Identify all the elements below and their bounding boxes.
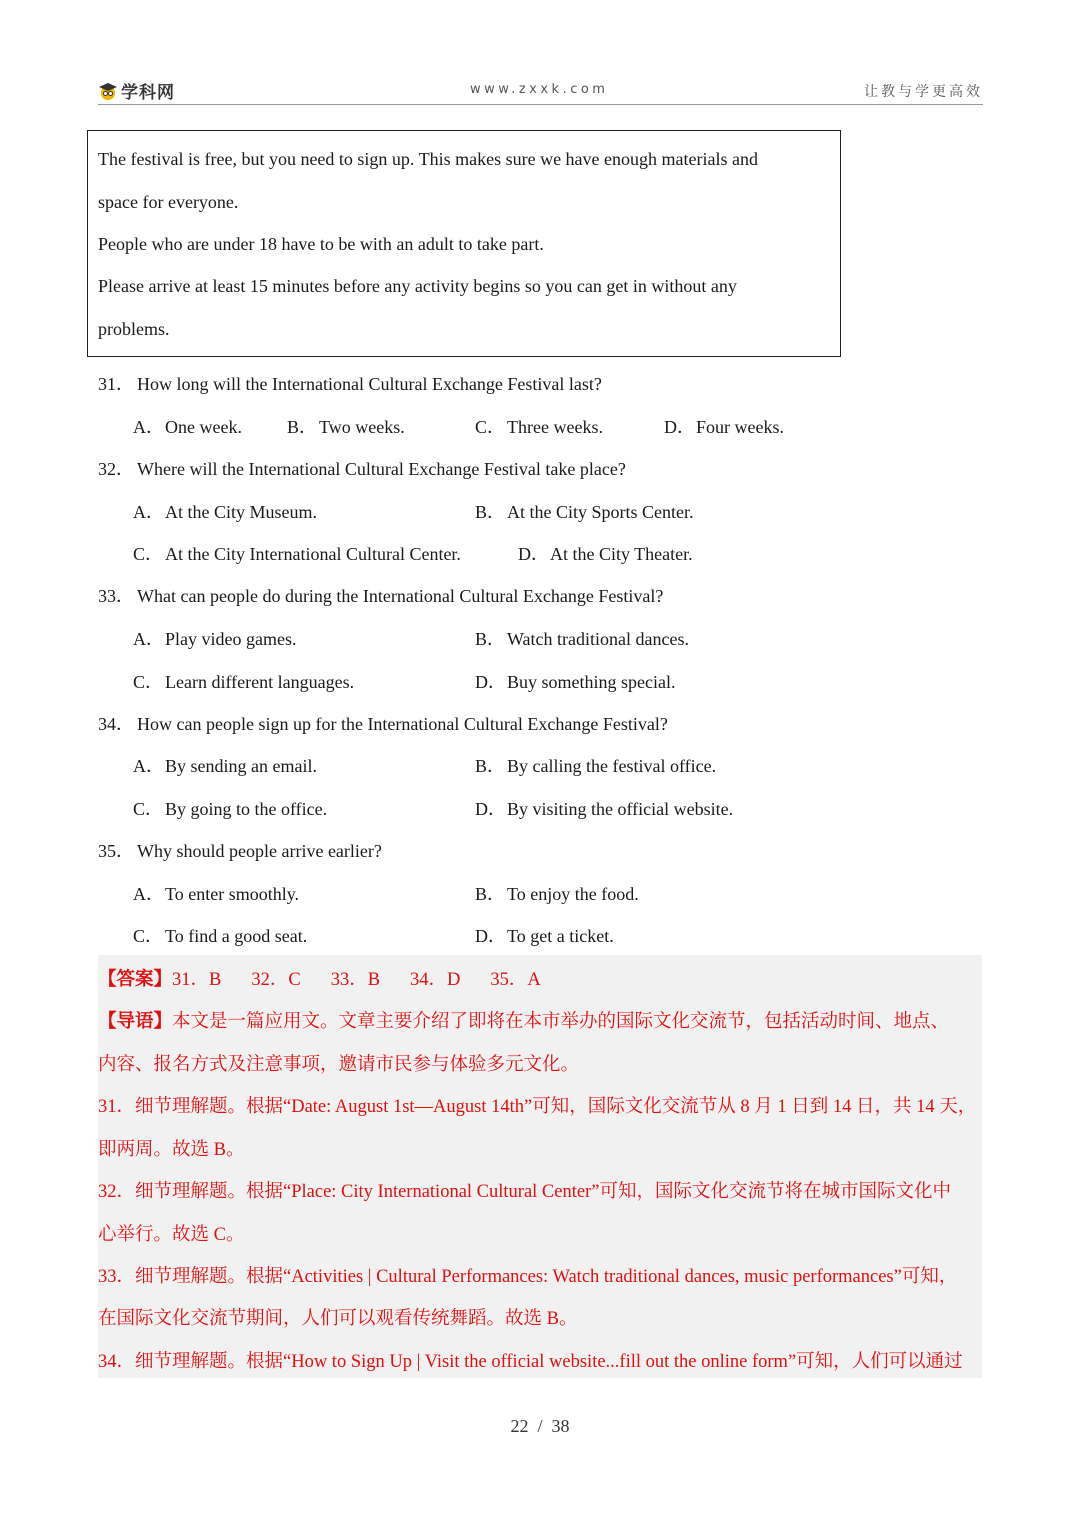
option-31-d[interactable]	[664, 413, 784, 439]
option-text: To find a good seat.	[165, 926, 308, 946]
option-letter: B．	[475, 756, 506, 776]
option-text: Buy something special.	[507, 672, 676, 692]
option-letter: C．	[475, 417, 506, 437]
page-separator: /	[537, 1416, 543, 1436]
option-text: To enjoy the food.	[507, 884, 639, 904]
site-slogan: 让教与学更高效	[864, 84, 983, 100]
option-32-d[interactable]	[518, 540, 693, 566]
question-32	[98, 455, 626, 481]
option-text: Two weeks.	[319, 417, 405, 437]
option-text: Watch traditional dances.	[507, 629, 689, 649]
option-letter: C．	[133, 799, 164, 819]
question-text: How can people sign up for the International Cultural Exchange Festival?	[137, 714, 668, 734]
question-number: 33．	[98, 586, 134, 606]
option-text: At the City Sports Center.	[507, 502, 694, 522]
option-letter: C．	[133, 672, 164, 692]
question-35	[98, 837, 382, 863]
answer-label: 【答案】	[98, 970, 173, 990]
option-33-c[interactable]	[133, 668, 354, 694]
option-33-b[interactable]	[475, 625, 689, 651]
option-31-a[interactable]	[133, 413, 242, 439]
option-32-a[interactable]	[133, 498, 317, 524]
option-letter: A．	[133, 502, 164, 522]
guide-label: 【导语】	[98, 1012, 173, 1032]
explanation-line: 31．细节理解题。根据“Date: August 1st—August 14th”可知，国际文化交流节从 8 月 1 日到 14 日，共 14 天，	[98, 1097, 977, 1117]
option-33-a[interactable]	[133, 625, 296, 651]
option-32-c[interactable]	[133, 540, 461, 566]
option-text: To get a ticket.	[507, 926, 614, 946]
page-number	[0, 1416, 1080, 1437]
question-text: Where will the International Cultural Exchange Festival take place?	[137, 459, 626, 479]
option-letter: A．	[133, 884, 164, 904]
option-text: By visiting the official website.	[507, 799, 734, 819]
graduation-cap-icon	[98, 81, 118, 101]
option-letter: D．	[475, 672, 506, 692]
explanation-line: 在国际文化交流节期间，人们可以观看传统舞蹈。故选 B。	[98, 1309, 578, 1329]
site-logo[interactable]	[98, 78, 175, 103]
question-31	[98, 370, 602, 396]
notice-line: problems.	[98, 319, 170, 339]
answer-item: 35．A	[490, 970, 541, 990]
option-text: By sending an email.	[165, 756, 317, 776]
option-letter: B．	[475, 884, 506, 904]
question-34	[98, 710, 668, 736]
notice-line: The festival is free, but you need to sign up. This makes sure we have enough materials and	[98, 149, 758, 169]
question-number: 35．	[98, 841, 134, 861]
option-32-b[interactable]	[475, 498, 694, 524]
question-number: 32．	[98, 459, 134, 479]
question-text: How long will the International Cultural Exchange Festival last?	[137, 374, 602, 394]
question-33	[98, 582, 663, 608]
explanation-line: 心举行。故选 C。	[98, 1225, 245, 1245]
option-34-b[interactable]	[475, 752, 716, 778]
question-number: 31．	[98, 374, 134, 394]
option-34-d[interactable]	[475, 795, 733, 821]
option-35-d[interactable]	[475, 922, 614, 948]
option-text: At the City International Cultural Center.	[165, 544, 461, 564]
total-pages: 38	[551, 1416, 570, 1436]
guide-line	[98, 1007, 949, 1033]
option-text: By going to the office.	[165, 799, 328, 819]
site-url[interactable]: www.zxxk.com	[470, 82, 609, 97]
question-text: What can people do during the International Cultural Exchange Festival?	[137, 586, 664, 606]
answer-item: 33．B	[330, 970, 381, 990]
option-letter: B．	[475, 502, 506, 522]
option-letter: A．	[133, 417, 164, 437]
option-text: By calling the festival office.	[507, 756, 717, 776]
option-letter: A．	[133, 629, 164, 649]
option-text: At the City Museum.	[165, 502, 317, 522]
option-text: At the City Theater.	[550, 544, 693, 564]
page-header	[98, 74, 983, 105]
option-35-a[interactable]	[133, 880, 299, 906]
option-text: Four weeks.	[696, 417, 784, 437]
guide-line-2: 内容、报名方式及注意事项，邀请市民参与体验多元文化。	[98, 1055, 580, 1075]
answer-item: 34．D	[410, 970, 461, 990]
option-letter: D．	[475, 799, 506, 819]
option-letter: B．	[287, 417, 318, 437]
question-text: Why should people arrive earlier?	[137, 841, 382, 861]
guide-text: 本文是一篇应用文。文章主要介绍了即将在本市举办的国际文化交流节，包括活动时间、地点、	[172, 1012, 950, 1032]
option-34-c[interactable]	[133, 795, 327, 821]
notice-line: People who are under 18 have to be with an adult to take part.	[98, 234, 544, 254]
option-35-c[interactable]	[133, 922, 307, 948]
option-31-c[interactable]	[475, 413, 603, 439]
option-letter: D．	[518, 544, 549, 564]
notice-line: Please arrive at least 15 minutes before any activity begins so you can get in without any	[98, 276, 737, 296]
answer-item: 31．B	[172, 970, 222, 990]
explanation-line: 33．细节理解题。根据“Activities | Cultural Performances: Watch traditional dances, music performances”可知，	[98, 1267, 958, 1287]
option-letter: C．	[133, 544, 164, 564]
explanation-line: 32．细节理解题。根据“Place: City International Cultural Center”可知，国际文化交流节将在城市国际文化中	[98, 1182, 951, 1202]
option-34-a[interactable]	[133, 752, 317, 778]
option-text: One week.	[165, 417, 242, 437]
option-text: Three weeks.	[507, 417, 603, 437]
current-page: 22	[510, 1416, 529, 1436]
option-letter: A．	[133, 756, 164, 776]
option-31-b[interactable]	[287, 413, 405, 439]
option-letter: B．	[475, 629, 506, 649]
notice-box	[87, 130, 841, 357]
answer-item: 32．C	[251, 970, 301, 990]
logo-text: 学科网	[121, 83, 175, 103]
question-number: 34．	[98, 714, 134, 734]
option-letter: C．	[133, 926, 164, 946]
explanation-line: 34．细节理解题。根据“How to Sign Up | Visit the official website...fill out the online form”可知，人们可以通过	[98, 1352, 963, 1372]
option-letter: D．	[475, 926, 506, 946]
answer-line	[98, 965, 571, 991]
option-33-d[interactable]	[475, 668, 675, 694]
option-text: To enter smoothly.	[165, 884, 300, 904]
option-35-b[interactable]	[475, 880, 639, 906]
option-letter: D．	[664, 417, 695, 437]
option-text: Play video games.	[165, 629, 297, 649]
notice-line: space for everyone.	[98, 192, 239, 212]
option-text: Learn different languages.	[165, 672, 355, 692]
explanation-line: 即两周。故选 B。	[98, 1140, 245, 1160]
